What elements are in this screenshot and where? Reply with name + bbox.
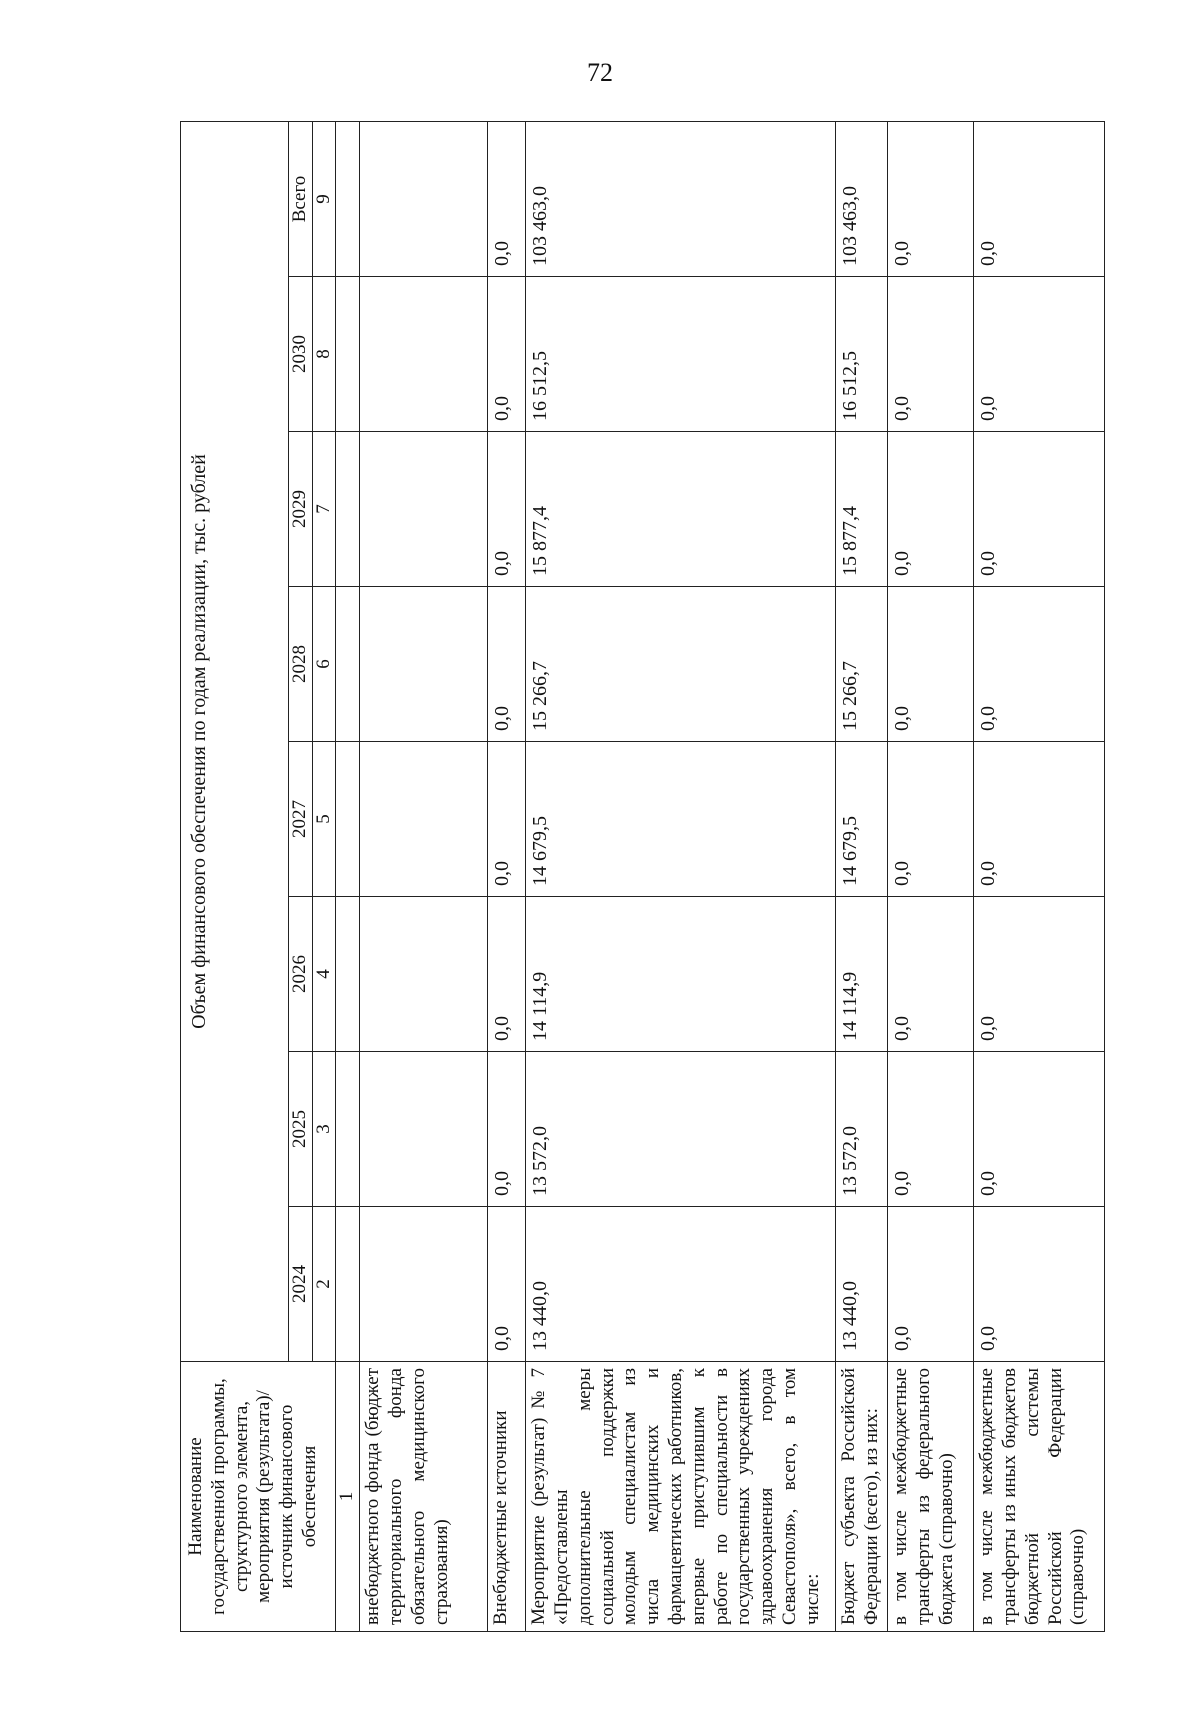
header-volume-cell: Объем финансового обеспечения по годам реализации, тыс. рублей [181,121,289,1361]
row-value [360,277,488,432]
row-value [360,1052,488,1207]
row-value: 0,0 [974,432,1105,587]
row-value: 0,0 [888,1052,974,1207]
row-value [360,1207,488,1362]
column-number: 4 [312,897,336,1052]
column-number: 3 [312,1052,336,1207]
table-row [360,121,488,1631]
row-value: 14 114,9 [836,897,888,1052]
row-value: 15 877,4 [836,432,888,587]
row-value [360,742,488,897]
column-number: 8 [312,277,336,432]
row-value: 14 114,9 [526,897,836,1052]
row-name: Внебюджетные источники [488,1362,526,1632]
row-value: 0,0 [488,897,526,1052]
row-name: в том числе межбюджетные трансферты из федерального бюджета (справочно) [888,1362,974,1632]
row-name: внебюджетного фонда (бюджет территориального фонда обязательного медицинского страхования) [360,1362,488,1632]
table-row [526,121,836,1631]
row-value: 14 679,5 [526,742,836,897]
row-value: 15 877,4 [526,432,836,587]
row-value: 0,0 [888,432,974,587]
row-value [360,897,488,1052]
row-value: 0,0 [488,121,526,276]
column-number: 5 [312,742,336,897]
row-value [360,432,488,587]
row-value: 15 266,7 [836,587,888,742]
table-row [974,121,1105,1631]
row-value: 0,0 [888,897,974,1052]
row-value: 0,0 [974,277,1105,432]
row-value: 0,0 [974,897,1105,1052]
row-value: 13 572,0 [526,1052,836,1207]
row-value: 0,0 [488,432,526,587]
column-number: 9 [312,121,336,276]
row-value: 0,0 [974,587,1105,742]
row-value: 103 463,0 [526,121,836,276]
row-value: 0,0 [888,277,974,432]
total-header: Всего [288,121,312,276]
row-value: 0,0 [888,742,974,897]
row-value: 15 266,7 [526,587,836,742]
column-number: 7 [312,432,336,587]
row-value: 0,0 [488,1052,526,1207]
year-header: 2027 [288,742,312,897]
row-value: 13 440,0 [836,1207,888,1362]
row-name: в том числе межбюджетные трансферты из иных бюджетов бюджетной системы Российской Федерации (справочно) [974,1362,1105,1632]
column-number: 1 [336,1362,360,1632]
row-value: 0,0 [974,1052,1105,1207]
row-value: 0,0 [888,587,974,742]
row-value: 13 440,0 [526,1207,836,1362]
row-value: 0,0 [974,121,1105,276]
header-name-cell: Наименование государственной программы, структурного элемента, мероприятия (результата)/источник финансового обеспечения [181,1362,336,1632]
financing-table [180,121,1105,1632]
row-value: 0,0 [888,121,974,276]
row-value: 13 572,0 [836,1052,888,1207]
header-row-first-column-number [336,121,360,1631]
row-value: 0,0 [488,1207,526,1362]
row-value: 16 512,5 [836,277,888,432]
year-header: 2024 [288,1207,312,1362]
row-value: 0,0 [488,587,526,742]
year-header: 2029 [288,432,312,587]
page-number: 72 [587,58,613,87]
row-value: 0,0 [888,1207,974,1362]
row-value: 16 512,5 [526,277,836,432]
row-value: 0,0 [488,277,526,432]
rotated-page-content [180,122,1105,1632]
year-header: 2025 [288,1052,312,1207]
row-name: Бюджет субъекта Российской Федерации (всего), из них: [836,1362,888,1632]
year-header: 2026 [288,897,312,1052]
year-header: 2030 [288,277,312,432]
year-header: 2028 [288,587,312,742]
row-name: Мероприятие (результат) № 7 «Предоставлены дополнительные меры социальной поддержки молодым специалистам из числа медицинских и фармацевтических работников, впервые приступившим к работе по специальности в государственных учреждениях здравоохранения города Севастополя», всего, в том числе: [526,1362,836,1632]
row-value: 0,0 [974,742,1105,897]
row-value: 0,0 [488,742,526,897]
table-row [888,121,974,1631]
table-row [836,121,888,1631]
column-number: 6 [312,587,336,742]
row-value [360,587,488,742]
row-value: 103 463,0 [836,121,888,276]
table-row [488,121,526,1631]
row-value: 14 679,5 [836,742,888,897]
header-row-titles [181,121,289,1631]
row-value: 0,0 [974,1207,1105,1362]
row-value [360,121,488,276]
column-number: 2 [312,1207,336,1362]
